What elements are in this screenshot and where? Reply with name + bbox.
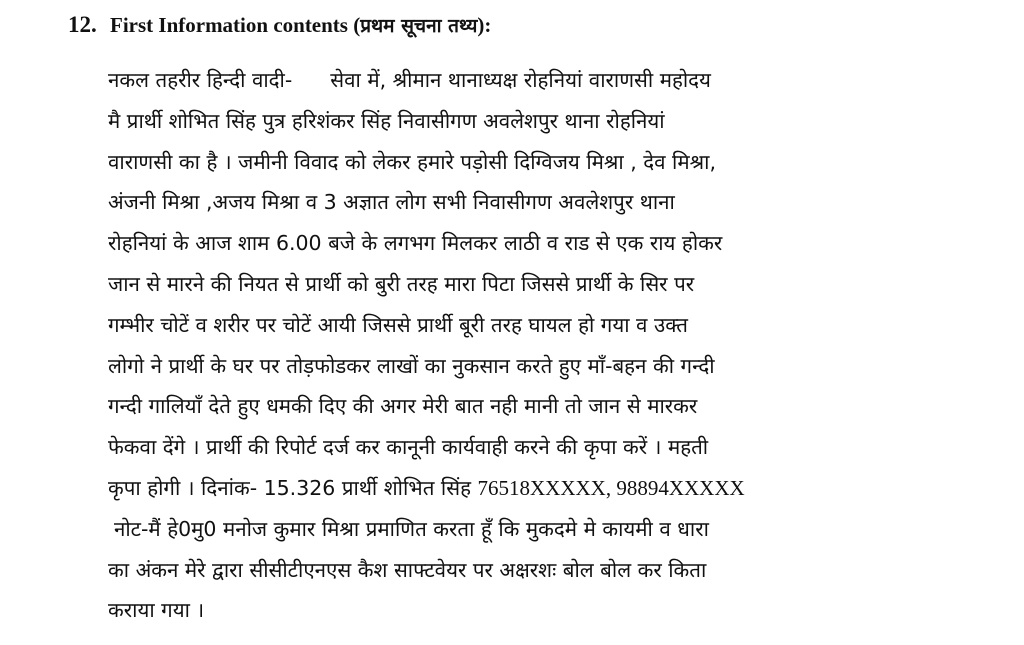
- section-heading: [68, 12, 491, 38]
- text-line-3: वाराणसी का है । जमीनी विवाद को लेकर हमारे पड़ोसी दिग्विजय मिश्रा , देव मिश्रा,: [108, 149, 716, 174]
- text-line-12-content: नोट-मैं हे0मु0 मनोज कुमार मिश्रा प्रमाणित करता हूँ कि मुकदमे मे कायमी व धारा: [114, 516, 709, 541]
- text-line-14: कराया गया ।: [108, 598, 205, 623]
- text-line-4: अंजनी मिश्रा ,अजय मिश्रा व 3 अज्ञात लोग सभी निवासीगण अवलेशपुर थाना: [108, 190, 675, 215]
- text-line-2: मै प्रार्थी शोभित सिंह पुत्र हरिशंकर सिंह निवासीगण अवलेशपुर थाना रोहनियां: [108, 108, 665, 133]
- section-title: [110, 12, 491, 38]
- phone-numbers: 76518XXXXX, 98894XXXXX: [477, 475, 745, 500]
- section-number: 12.: [68, 12, 97, 37]
- section-title-english: First Information contents: [110, 13, 348, 37]
- text-line-1-a: नकल तहरीर हिन्दी वादी-: [108, 68, 293, 92]
- text-line-11: [108, 468, 948, 509]
- text-line-1-b: सेवा में, श्रीमान थानाध्यक्ष रोहनियां वाराणसी महोदय: [330, 68, 711, 92]
- text-line-7: गम्भीर चोटें व शरीर पर चोटें आयी जिससे प्रार्थी बूरी तरह घायल हो गया व उक्त: [108, 312, 688, 337]
- text-line-13: का अंकन मेरे द्वारा सीसीटीएनएस कैश साफ्टवेयर पर अक्षरशः बोल बोल कर किता: [108, 557, 707, 582]
- text-line-5: रोहनियां के आज शाम 6.00 बजे के लगभग मिलकर लाठी व राड से एक राय होकर: [108, 231, 723, 256]
- section-title-hindi: प्रथम सूचना तथ्य: [360, 15, 478, 37]
- text-line-12: [108, 509, 948, 550]
- text-line-6: जान से मारने की नियत से प्रार्थी को बुरी तरह मारा पिटा जिससे प्रार्थी के सिर पर: [108, 271, 695, 296]
- text-line-1: [108, 60, 948, 101]
- text-line-9: गन्दी गालियाँ देते हुए धमकी दिए की अगर मेरी बात नही मानी तो जान से मारकर: [108, 394, 698, 419]
- section-title-open: (: [347, 13, 361, 37]
- text-line-10: फेकवा देंगे । प्रार्थी की रिपोर्ट दर्ज कर कानूनी कार्यवाही करने की कृपा करें । महती: [108, 435, 709, 460]
- fir-contents-text: [108, 60, 948, 631]
- section-title-close: ):: [477, 13, 492, 37]
- text-line-11-a: कृपा होगी । दिनांक- 15.326 प्रार्थी शोभित सिंह: [108, 475, 478, 500]
- text-line-8: लोगो ने प्रार्थी के घर पर तोड़फोडकर लाखों का नुकसान करते हुए माँ-बहन की गन्दी: [108, 353, 715, 378]
